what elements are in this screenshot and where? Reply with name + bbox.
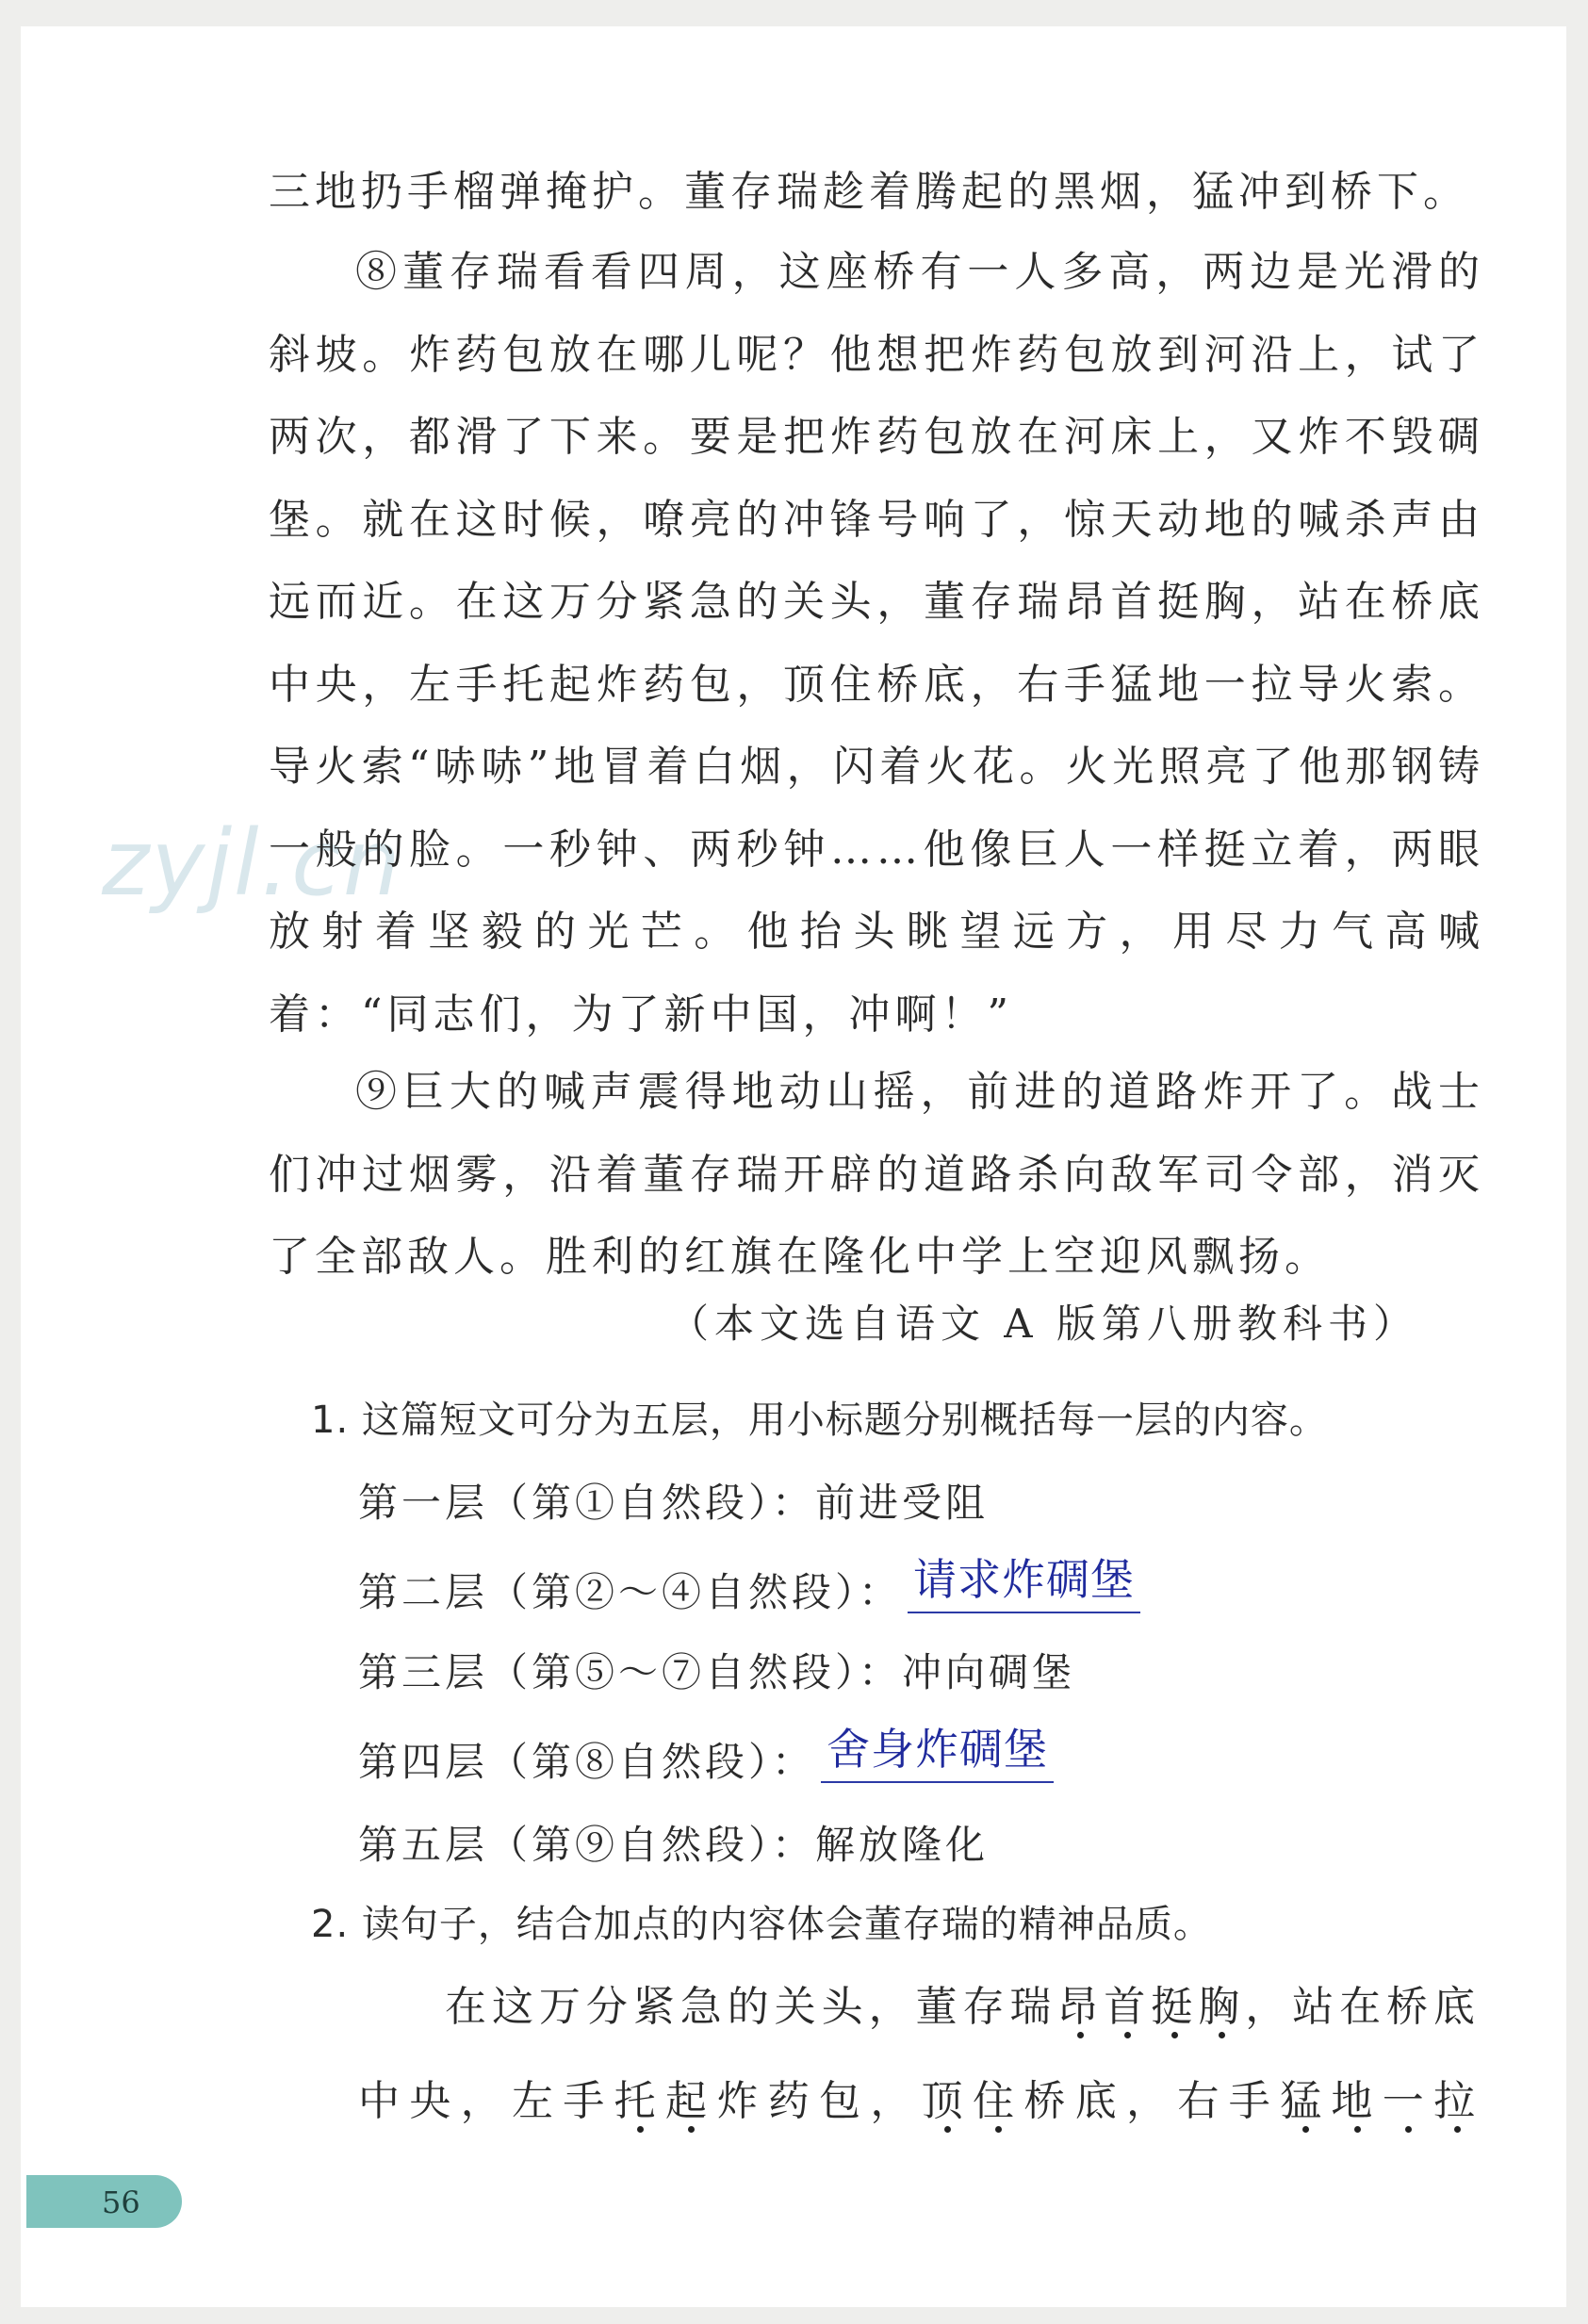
paragraph-8: ⑧董存瑞看看四周，这座桥有一人多高，两边是光滑的斜坡。炸药包放在哪儿呢？他想把炸药包放到河沿上，试了两次，都滑了下来。要是把炸药包放在河床上，又炸不毁碉堡。就在这时候，嘹亮的冲锋号响了，惊天动地的喊杀声由远而近。在这万分紧急的关头，董存瑞昂首挺胸，站在桥底中央，左手托起炸药包，顶住桥底，右手猛地一拉导火索。导火索“哧哧”地冒着白烟，闪着火花。火光照亮了他那钢铸一般的脸。一秒钟、两秒钟……他像巨人一样挺立着，两眼放射着坚毅的光芒。他抬头眺望远方，用尽力气高喊着：“同志们，为了新中国，冲啊！” [269,248,1484,1039]
emphasis-char: 拉 [1433,2077,1481,2125]
layer-2 [358,1554,1140,1623]
source-citation: （本文选自语文 A 版第八册教科书） [668,1301,1418,1347]
layer-2-answer-handwritten[interactable]: 请求炸碉堡 [908,1546,1140,1613]
layer-4 [358,1724,1054,1792]
emphasis-char: 起 [665,2077,717,2125]
layer-5-answer: 解放隆化 [815,1822,990,1868]
emphasis-char: 托 [614,2077,666,2125]
layer-4-answer-handwritten[interactable]: 舍身炸碉堡 [821,1715,1054,1783]
layer-5 [358,1814,989,1880]
dotted-emphasis [1280,2077,1480,2125]
dotted-emphasis [922,2077,1024,2125]
emphasis-char: 胸 [1198,1983,1246,2031]
emphasis-char: 挺 [1151,1983,1199,2031]
emphasis-char: 猛 [1280,2077,1332,2125]
layer-3 [358,1642,1075,1708]
dotted-emphasis [614,2077,717,2125]
layer-3-answer: 冲向碉堡 [902,1649,1076,1695]
emphasis-char: 首 [1104,1983,1152,2031]
question-1: 1. 这篇短文可分为五层，用小标题分别概括每一层的内容。 [311,1399,1328,1442]
question-2-quote [358,1960,1480,2149]
emphasis-char: 一 [1382,2077,1434,2125]
emphasis-char: 住 [973,2077,1024,2125]
watermark: zyjl.cn [102,810,402,916]
quote-text: 桥底，右手 [1023,2077,1281,2125]
layer-1-answer: 前进受阻 [815,1480,990,1526]
page-number: 56 [102,2185,140,2220]
question-2: 2. 读句子，结合加点的内容体会董存瑞的精神品质。 [311,1903,1212,1946]
layer-2-label: 第二层（第②～④自然段）： [358,1569,903,1615]
emphasis-char: 顶 [921,2077,974,2125]
layer-1 [358,1472,989,1538]
dotted-emphasis [1056,1983,1245,2031]
layer-1-label: 第一层（第①自然段）： [358,1480,816,1526]
page-number-tab [26,2175,182,2228]
emphasis-char: 昂 [1056,1983,1105,2031]
layer-5-label: 第五层（第⑨自然段）： [358,1822,816,1868]
quote-text: 底中央，左手 [358,1983,1481,2125]
layer-4-label: 第四层（第⑧自然段）： [358,1739,816,1785]
quote-text: 炸药包， [716,2077,922,2125]
quote-text: 在这万分紧急的关头，董存瑞 [445,1983,1057,2031]
emphasis-char: 地 [1331,2077,1383,2125]
paragraph-9: ⑨巨大的喊声震得地动山摇，前进的道路炸开了。战士们冲过烟雾，沿着董存瑞开辟的道路杀向敌军司令部，消灭了全部敌人。胜利的红旗在隆化中学上空迎风飘扬。 [269,1068,1484,1281]
quote-text: ，站在桥 [1245,1983,1434,2031]
layer-3-label: 第三层（第⑤～⑦自然段）： [358,1649,903,1695]
paragraph-7-end: 三地扔手榴弹掩护。董存瑞趁着腾起的黑烟，猛冲到桥下。 [269,168,1469,216]
